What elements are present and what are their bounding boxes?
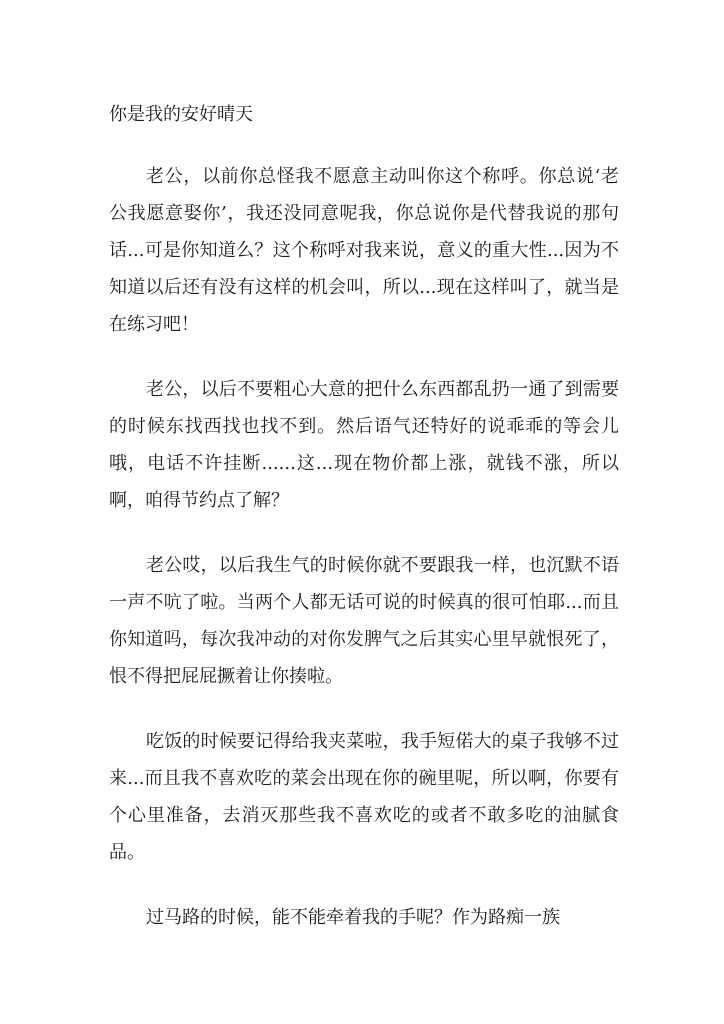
paragraph-5: 过马路的时候，能不能牵着我的手呢？作为路痴一族 <box>146 907 560 928</box>
paragraph-2: 老公，以后不要粗心大意的把什么东西都乱扔一通了到需要的时候东找西找也找不到。然后语气还特好的说乖乖的等会儿哦，电话不许挂断......这...现在物价都上涨，就钱不涨，所以啊，咱得节约点了解？ <box>109 379 619 511</box>
document-body <box>109 158 619 964</box>
paragraph-1: 老公，以前你总怪我不愿意主动叫你这个称呼。你总说‘老公我愿意娶你’，我还没同意呢我，你总说你是代替我说的那句话...可是你知道么？这个称呼对我来说，意义的重大性...因为不知道以后还有没有这样的机会叫，所以...现在这样叫了，就当是在练习吧！ <box>109 166 619 335</box>
paragraph-4: 吃饭的时候要记得给我夹菜啦，我手短偌大的桌子我够不过来...而且我不喜欢吃的菜会出现在你的碗里呢，所以啊，你要有个心里准备，去消灭那些我不喜欢吃的或者不敢多吃的油腻食品。 <box>109 731 619 863</box>
paragraph-3: 老公哎，以后我生气的时候你就不要跟我一样，也沉默不语一声不吭了啦。当两个人都无话可说的时候真的很可怕耶...而且你知道吗，每次我冲动的对你发脾气之后其实心里早就恨死了，恨不得把屁屁撅着让你揍啦。 <box>109 555 619 687</box>
document-title: 你是我的安好晴天 <box>109 104 253 125</box>
